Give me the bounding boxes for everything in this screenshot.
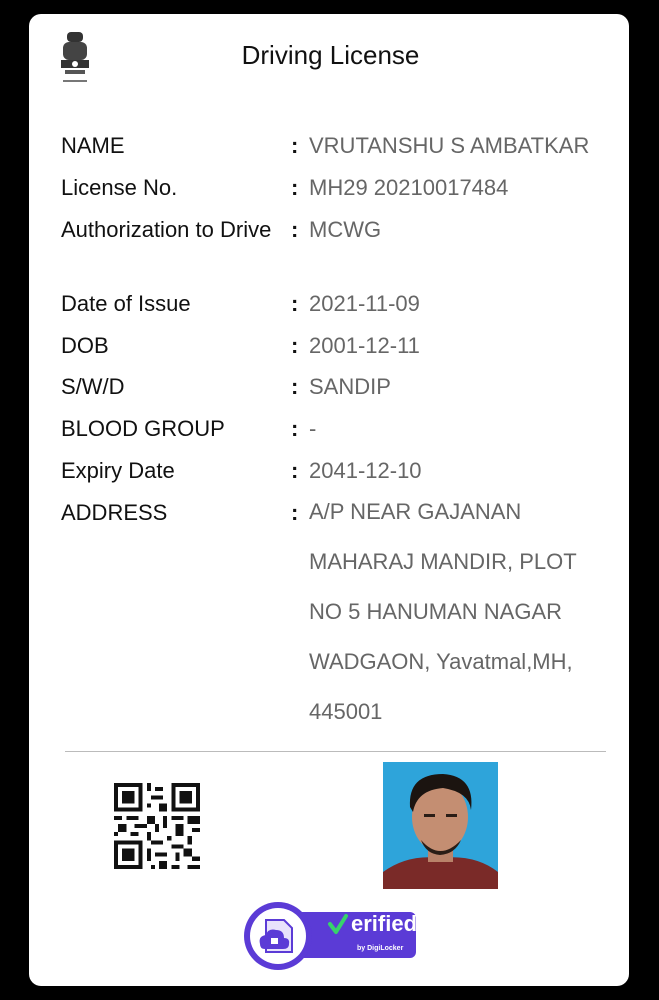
field-colon: :: [291, 416, 299, 441]
field-value: VRUTANSHU S AMBATKAR: [309, 133, 590, 158]
field-value: 2001-12-11: [309, 333, 420, 358]
field-colon: :: [291, 500, 299, 525]
qr-code: [114, 783, 200, 869]
field-value: -: [309, 416, 317, 441]
page-title: Driving License: [241, 40, 420, 70]
field-label: DOB: [61, 333, 109, 358]
field-value: 2041-12-10: [309, 458, 422, 483]
field-label: ADDRESS: [61, 500, 168, 525]
field-colon: :: [291, 133, 299, 158]
field-label: Date of Issue: [61, 291, 191, 316]
field-value: SANDIP: [309, 374, 391, 399]
field-value: MCWG: [309, 217, 382, 242]
field-label: License No.: [61, 175, 178, 200]
license-card: [29, 14, 629, 986]
field-label: BLOOD GROUP: [61, 416, 225, 441]
field-value: A/P NEAR GAJANAN MAHARAJ MANDIR, PLOT NO 5 HANUMAN NAGAR WADGAON, Yavatmal,MH, 445001: [309, 499, 577, 724]
avatar: [383, 762, 498, 889]
field-colon: :: [291, 217, 299, 242]
holder-photo: [383, 762, 498, 889]
field-colon: :: [291, 458, 299, 483]
divider: [65, 751, 606, 752]
field-colon: :: [291, 374, 299, 399]
field-colon: :: [291, 333, 299, 358]
field-label: NAME: [61, 133, 125, 158]
field-label: S/W/D: [61, 374, 125, 399]
field-value: MH29 20210017484: [309, 175, 509, 200]
badge-sublabel: by DigiLocker: [357, 945, 404, 952]
field-label: Authorization to Drive: [61, 217, 272, 242]
field-colon: :: [291, 175, 299, 200]
field-value: 2021-11-09: [309, 291, 420, 316]
field-label: Expiry Date: [61, 458, 175, 483]
badge-label: erified: [351, 911, 418, 936]
field-colon: :: [291, 291, 299, 316]
